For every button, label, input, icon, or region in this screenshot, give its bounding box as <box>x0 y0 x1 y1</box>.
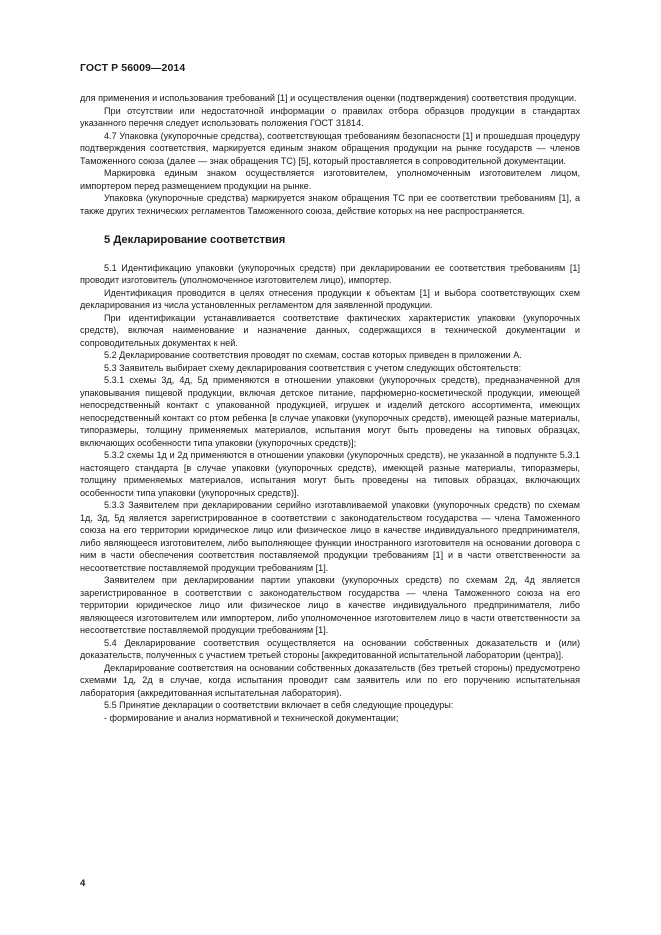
paragraph: 5.4 Декларирование соответствия осуществляется на основании собственных доказательств и (или) доказательств, полученных с участием третьей стороны [аккредитованной испытательной лаборатории (центра)]. <box>80 637 580 660</box>
paragraph: Заявителем при декларировании партии упаковки (укупорочных средств) по схемам 2д, 4д является зарегистрированное в соответствии с законодательством государства — члена Таможенного союза на его территории юридическое лицо или физическое лицо в качестве индивидуального предпринимателя, либо являющееся изготовителем или импортером, либо уполномоченное изготовителем лицо в части ответственности за несоответствие поставляемой продукции требованиям [1]. <box>80 575 580 635</box>
paragraph: для применения и использования требований [1] и осуществления оценки (подтверждения) соответствия продукции. <box>80 93 577 103</box>
paragraph: 4.7 Упаковка (укупорочные средства), соответствующая требованиям безопасности [1] и прошедшая процедуру подтверждения соответствия, маркируется единым знаком обращения продукции на рынке государств — членов Таможенного союза (далее — знак обращения ТС) [5], который проставляется в сопроводительной документации. <box>80 130 580 166</box>
section-title: 5 Декларирование соответствия <box>104 234 286 246</box>
paragraph: Декларирование соответствия на основании собственных доказательств (без третьей стороны) предусмотрено схемами 1д, 2д в случае, когда испытания проводит сам заявитель или по его поручению испытательная лаборатория (аккредитованная испытательная лаборатория). <box>80 662 580 698</box>
paragraph: Маркировка единым знаком осуществляется изготовителем, уполномоченным изготовителем лицом, импортером перед размещением продукции на рынке. <box>80 168 580 191</box>
paragraph: 5.5 Принятие декларации о соответствии включает в себя следующие процедуры: <box>104 700 454 710</box>
paragraph: 5.3.1 схемы 3д, 4д, 5д применяются в отношении упаковки (укупорочных средств), предназначенной для упаковывания пищевой продукции, включая детское питание, парфюмерно-косметической продукции, имеющей непосредственный контакт с упакованной продукцией, игрушек и изделий детского ассортимента, имеющих непосредственный контакт со ртом ребенка [в случае упаковки (укупорочных средств), имеющей разные материалы, типоразмеры, толщину применяемых материалов, испытания могут быть проведены на типовых образцах, включающих особенности типа упаковки (укупорочных средств)]; <box>80 375 580 448</box>
paragraph: 5.3.2 схемы 1д и 2д применяются в отношении упаковки (укупорочных средств), не указанной в подпункте 5.3.1 настоящего стандарта [в случае упаковки (укупорочных средств), имеющей разные материалы, типоразмеры, толщину применяемых материалов, испытания могут быть проведены на типовых образцах, включающих особенности типа упаковки (укупорочных средств)]. <box>80 450 580 498</box>
paragraph: При отсутствии или недостаточной информации о правилах отбора образцов продукции в стандартах указанного перечня следует использовать положения ГОСТ 31814. <box>80 105 580 128</box>
paragraph: 5.1 Идентификацию упаковки (укупорочных средств) при декларировании ее соответствия требованиям [1] проводит изготовитель (уполномоченное изготовителем лицо), импортер. <box>80 262 580 285</box>
paragraph: 5.2 Декларирование соответствия проводят по схемам, состав которых приведен в приложении А. <box>104 350 522 360</box>
page-number: 4 <box>80 878 86 889</box>
paragraph: Упаковка (укупорочные средства) маркируется знаком обращения ТС при ее соответствии требованиям [1], а также других технических регламентов Таможенного союза, действие которых на нее распространяется. <box>80 193 580 216</box>
paragraph: 5.3.3 Заявителем при декларировании серийно изготавливаемой упаковки (укупорочных средств) по схемам 1д, 3д, 5д является зарегистрированное в соответствии с законодательством государства — члена Таможенного союза на его территории юридическое лицо или физическое лицо в качестве индивидуального предпринимателя, либо являющееся изготовителем, либо выполняющее функции иностранного изготовителя на основании договора с ним в части обеспечения соответствия поставляемой продукции требованиям [1] и в части ответственности за несоответствие поставляемой продукции требованиям [1]. <box>80 500 580 573</box>
paragraph: При идентификации устанавливается соответствие фактических характеристик упаковки (укупорочных средств), включая наименование и назначение данных, содержащихся в технической документации и сопроводительных документах к ней. <box>80 312 580 348</box>
paragraph: Идентификация проводится в целях отнесения продукции к объектам [1] и выбора соответствующих схем декларирования из числа установленных регламентом для заявленной продукции. <box>80 287 580 310</box>
document-body <box>80 92 580 724</box>
paragraph: 5.3 Заявитель выбирает схему декларирования соответствия с учетом следующих обстоятельств: <box>104 362 522 373</box>
document-header: ГОСТ Р 56009—2014 <box>80 62 186 74</box>
list-item: - формирование и анализ нормативной и технической документации; <box>104 712 399 723</box>
